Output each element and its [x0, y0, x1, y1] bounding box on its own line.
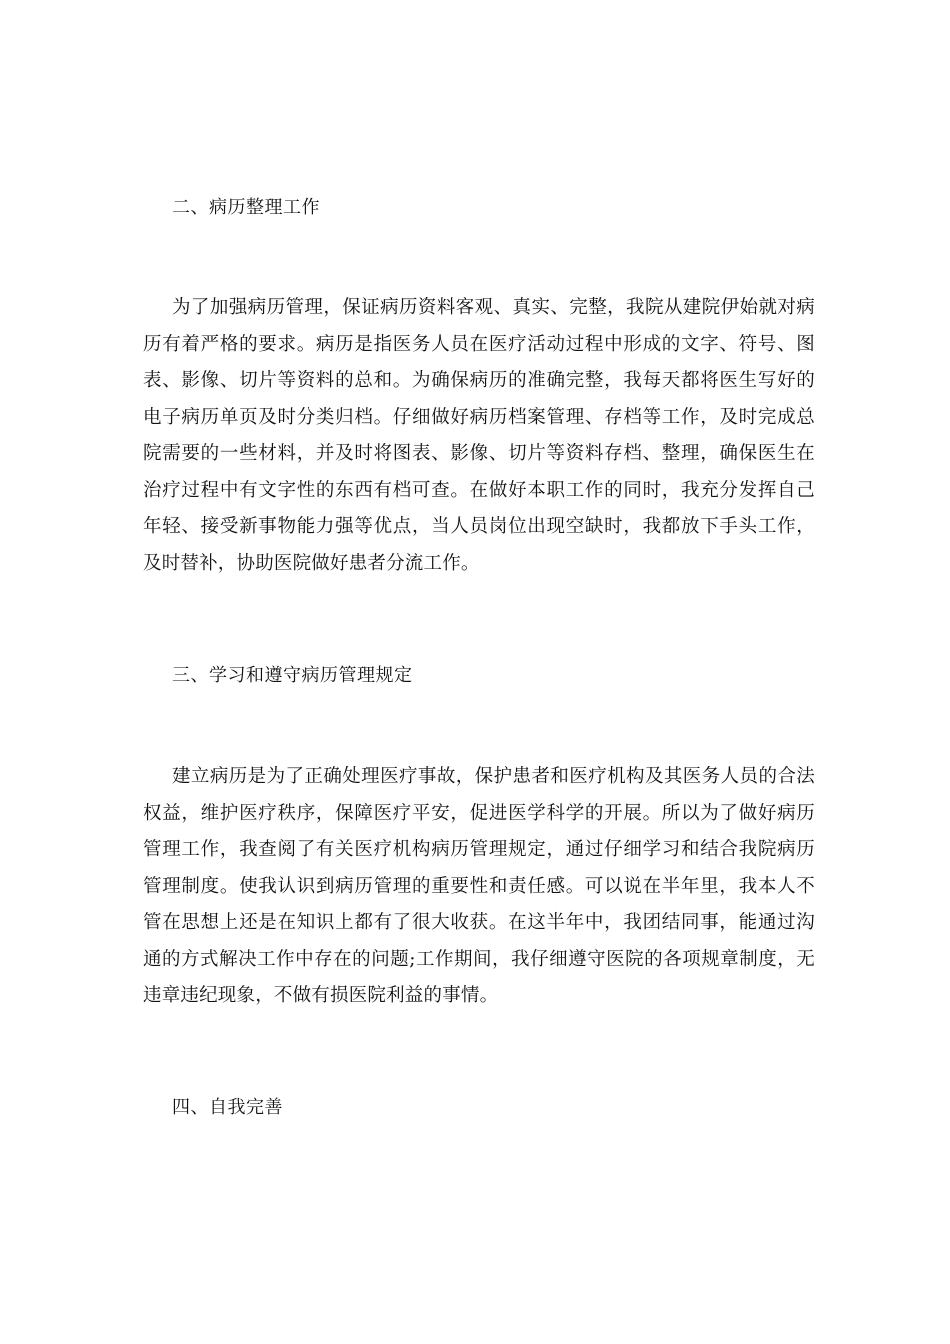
- section-heading-record-organization: 二、病历整理工作: [172, 197, 320, 218]
- section-heading-record-regulations: 三、学习和遵守病历管理规定: [172, 665, 413, 686]
- section-paragraph-record-regulations: 建立病历是为了正确处理医疗事故，保护患者和医疗机构及其医务人员的合法权益，维护医疗秩序，保障医疗平安，促进医学科学的开展。所以为了做好病历管理工作，我查阅了有关医疗机构病历管理规定，通过仔细学习和结合我院病历管理制度。使我认识到病历管理的重要性和责任感。可以说在半年里，我本人不管在思想上还是在知识上都有了很大收获。在这半年中，我团结同事，能通过沟通的方式解决工作中存在的问题;工作期间，我仔细遵守医院的各项规章制度，无违章违纪现象，不做有损医院利益的事情。: [143, 766, 815, 1006]
- section-paragraph-record-organization: 为了加强病历管理，保证病历资料客观、真实、完整，我院从建院伊始就对病历有着严格的要求。病历是指医务人员在医疗活动过程中形成的文字、符号、图表、影像、切片等资料的总和。为确保病历的准确完整，我每天都将医生写好的电子病历单页及时分类归档。仔细做好病历档案管理、存档等工作，及时完成总院需要的一些材料，并及时将图表、影像、切片等资料存档、整理，确保医生在治疗过程中有文字性的东西有档可查。在做好本职工作的同时，我充分发挥自己年轻、接受新事物能力强等优点，当人员岗位出现空缺时，我都放下手头工作，及时替补，协助医院做好患者分流工作。: [143, 297, 815, 574]
- section-heading-self-improvement: 四、自我完善: [172, 1097, 283, 1118]
